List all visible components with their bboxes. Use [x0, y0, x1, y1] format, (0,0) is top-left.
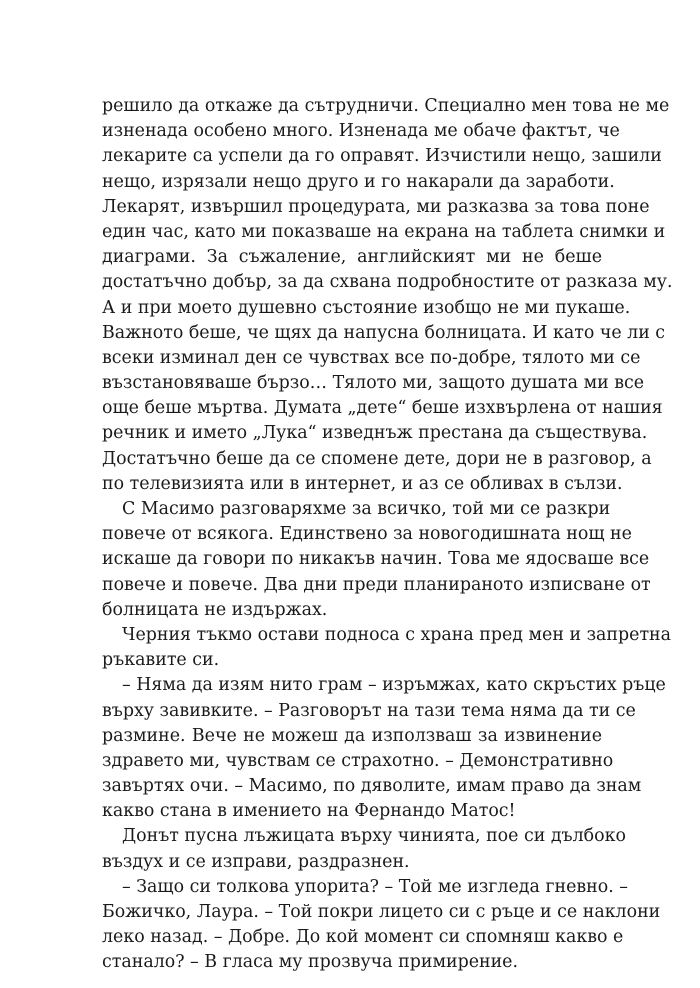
text-line: възстановяваше бързо… Тялото ми, защото душата ми все: [102, 373, 645, 394]
text-line: изненада особено много. Изненада ме обаче фактът, че: [102, 121, 620, 142]
text-line: размине. Вече не можеш да използваш за извинение: [102, 725, 602, 746]
text-line: един час, като ми показваше на екрана на таблета снимки и: [102, 221, 666, 242]
text-line: лекарите са успели да го оправят. Изчистили нещо, зашили: [102, 146, 662, 167]
text-line: Лекарят, извършил процедурата, ми разказва за това поне: [102, 196, 650, 217]
text-line: речник и името „Лука“ изведнъж престана да съществува.: [102, 423, 648, 444]
text-line: болницата не издържах.: [102, 599, 328, 620]
text-line: диаграми. За съжаление, английският ми не беше: [102, 247, 602, 268]
text-line: А и при моето душевно състояние изобщо не ми пукаше.: [102, 297, 631, 318]
text-line: повече от всякога. Единствено за новогодишната нощ не: [102, 524, 632, 545]
text-line: здравето ми, чувствам се страхотно. – Демонстративно: [102, 750, 614, 771]
text-line: Важното беше, че щях да напусна болницата. И като че ли с: [102, 322, 666, 343]
text-line: Достатъчно беше да се спомене дете, дори не в разговор, а: [102, 448, 652, 469]
text-line: Донът пусна лъжицата върху чинията, пое си дълбоко: [122, 826, 626, 847]
text-line: станало? – В гласа му прозвуча примирение.: [102, 952, 518, 973]
text-line: искаше да говори по никакъв начин. Това ме ядосваше все: [102, 549, 650, 570]
text-line: въздух и се изправи, раздразнен.: [102, 851, 410, 872]
text-line: върху завивките. – Разговорът на тази тема няма да ти се: [102, 700, 636, 721]
text-line: повече и повече. Два дни преди планираното изписване от: [102, 574, 651, 595]
text-line: решило да откаже да сътрудничи. Специално мен това не ме: [102, 96, 670, 116]
text-line: какво стана в имението на Фернандо Матос!: [102, 801, 516, 822]
text-line: – Защо си толкова упорита? – Той ме изгледа гневно. –: [122, 876, 628, 897]
text-line: – Няма да изям нито грам – изръмжах, като скръстих ръце: [122, 675, 666, 696]
text-line: още беше мъртва. Думата „дете“ беше изхвърлена от нашия: [102, 398, 663, 419]
text-line: нещо, изрязали нещо друго и го накарали да заработи.: [102, 171, 615, 192]
text-line: по телевизията или в интернет, и аз се обливах в сълзи.: [102, 473, 623, 494]
body-text: [102, 94, 673, 976]
text-line: завъртях очи. – Масимо, по дяволите, имам право да знам: [102, 776, 642, 797]
text-line: Черния тъкмо остави подноса с храна пред мен и запретна: [122, 624, 672, 645]
text-line: С Масимо разговаряхме за всичко, той ми се разкри: [122, 499, 611, 519]
text-line: ръкавите си.: [102, 650, 220, 671]
text-line: достатъчно добър, за да схвана подробностите от разказа му.: [102, 272, 673, 293]
text-line: Божичко, Лаура. – Той покри лицето си с ръце и се наклони: [102, 902, 661, 922]
text-line: всеки изминал ден се чувствах все по-добре, тялото ми се: [102, 347, 641, 368]
text-line: леко назад. – Добре. До кой момент си спомняш какво е: [102, 927, 624, 948]
